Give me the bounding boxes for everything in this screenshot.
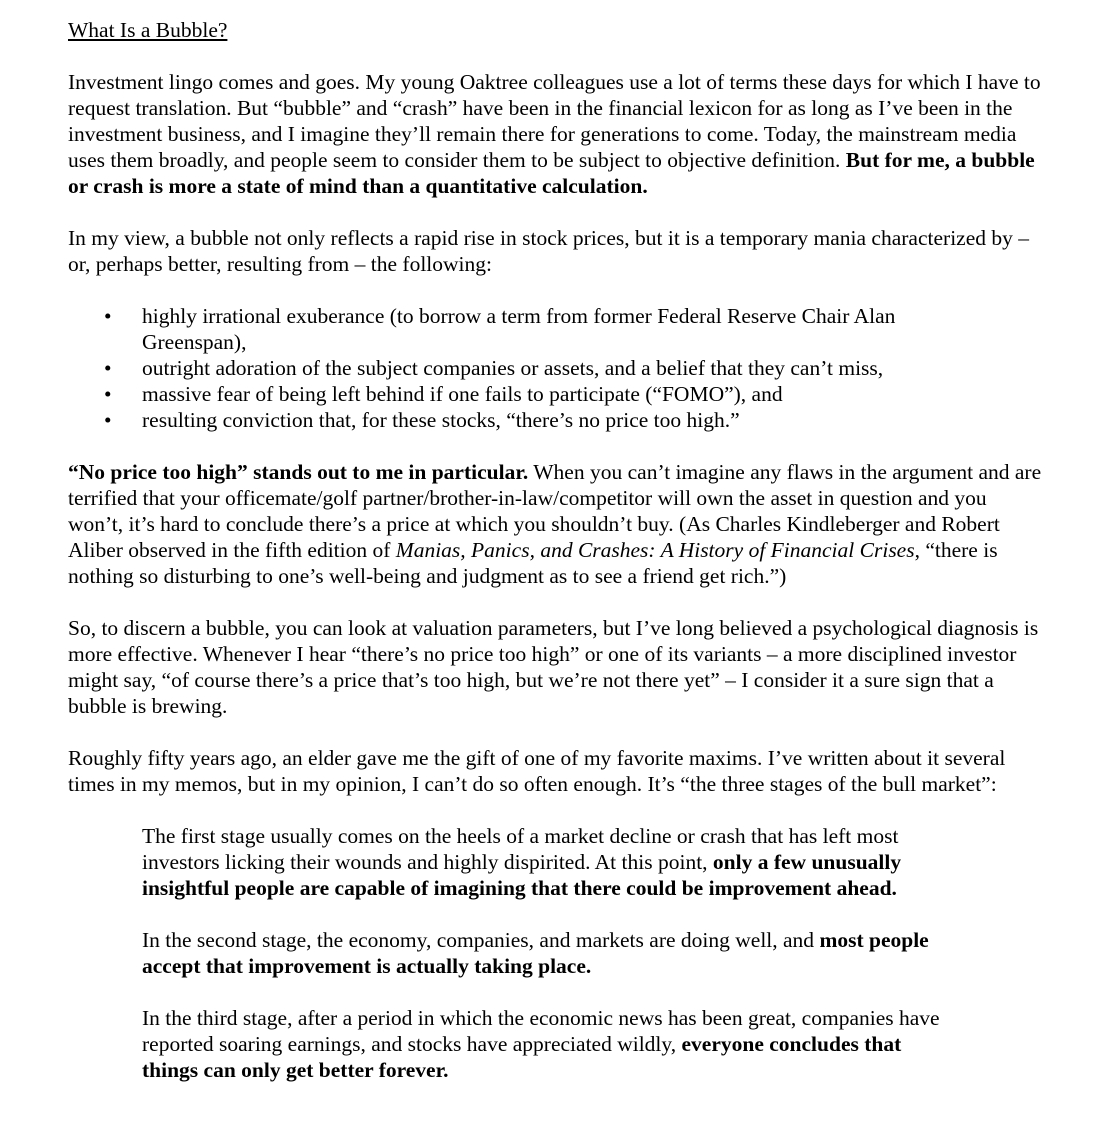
stage-three-quote (142, 1005, 953, 1083)
paragraph-intro-text: Investment lingo comes and goes. My young Oaktree colleagues use a lot of terms these days for which I have to request translation. But “bubble” and “crash” have been in the financial lexicon for as long as I’ve been in the investment business, and I imagine they’ll remain there for generations to come. Today, the mainstream media uses them broadly, and people seem to consider them to be subject to objective definition. (68, 70, 1041, 172)
stage-two-text: In the second stage, the economy, companies, and markets are doing well, and (142, 928, 820, 952)
stage-one-text: The first stage usually comes on the heels of a market decline or crash that has left most investors licking their wounds and highly dispirited. At this point, (142, 824, 899, 874)
paragraph-intro (68, 69, 1043, 199)
paragraph-bubble-definition: In my view, a bubble not only reflects a rapid rise in stock prices, but it is a temporary mania characterized by – or, perhaps better, resulting from – the following: (68, 226, 1030, 276)
list-item-text: highly irrational exuberance (to borrow a term from former Federal Reserve Chair Alan Greenspan), (142, 304, 896, 354)
section-heading: What Is a Bubble? (68, 18, 228, 42)
list-item-text: resulting conviction that, for these stocks, “there’s no price too high.” (142, 408, 740, 432)
stage-two-quote (142, 927, 953, 979)
stage-two-bold: most people accept that improvement is actually taking place. (142, 928, 929, 978)
stage-three-bold: everyone concludes that things can only get better forever. (142, 1032, 902, 1082)
list-item (68, 381, 1043, 407)
paragraph-no-price-text-end: , “there is nothing so disturbing to one’s well-being and judgment as to see a friend get rich.”) (68, 538, 998, 588)
paragraph-no-price-text: When you can’t imagine any flaws in the argument and are terrified that your officemate/golf partner/brother-in-law/competitor will own the asset in question and you won’t, it’s hard to conclude there’s a price at which you shouldn’t buy. (As Charles Kindleberger and Robert Aliber observed in the fifth edition of (68, 460, 1042, 562)
bullet-icon: • (104, 356, 112, 380)
list-item (68, 407, 1043, 433)
paragraph-discern-bubble: So, to discern a bubble, you can look at valuation parameters, but I’ve long believed a psychological diagnosis is more effective. Whenever I hear “there’s no price too high” or one of its variants – a more disciplined investor might say, “of course there’s a price that’s too high, but we’re not there yet” – I consider it a sure sign that a bubble is brewing. (68, 616, 1039, 718)
bullet-icon: • (104, 408, 112, 432)
list-item (68, 355, 1043, 381)
stage-one-bold: only a few unusually insightful people are capable of imagining that there could be improvement ahead. (142, 850, 902, 900)
bullet-icon: • (104, 304, 112, 328)
list-item-text: outright adoration of the subject companies or assets, and a belief that they can’t miss, (142, 356, 884, 380)
paragraph-maxim-intro: Roughly fifty years ago, an elder gave me the gift of one of my favorite maxims. I’ve written about it several times in my memos, but in my opinion, I can’t do so often enough. It’s “the three stages of the bull market”: (68, 746, 1006, 796)
paragraph-intro-bold: But for me, a bubble or crash is more a state of mind than a quantitative calculation. (68, 148, 1035, 198)
book-title: Manias, Panics, and Crashes: A History of Financial Crises (395, 538, 915, 562)
list-item-text: massive fear of being left behind if one fails to participate (“FOMO”), and (142, 382, 783, 406)
paragraph-no-price-bold: “No price too high” stands out to me in particular. (68, 460, 529, 484)
stage-three-text: In the third stage, after a period in which the economic news has been great, companies have reported soaring earnings, and stocks have appreciated wildly, (142, 1006, 940, 1056)
document-page (68, 17, 1043, 1109)
list-item (68, 303, 1043, 355)
bubble-traits-list (68, 303, 1043, 433)
bullet-icon: • (104, 382, 112, 406)
paragraph-no-price-too-high (68, 459, 1043, 589)
stage-one-quote (142, 823, 953, 901)
